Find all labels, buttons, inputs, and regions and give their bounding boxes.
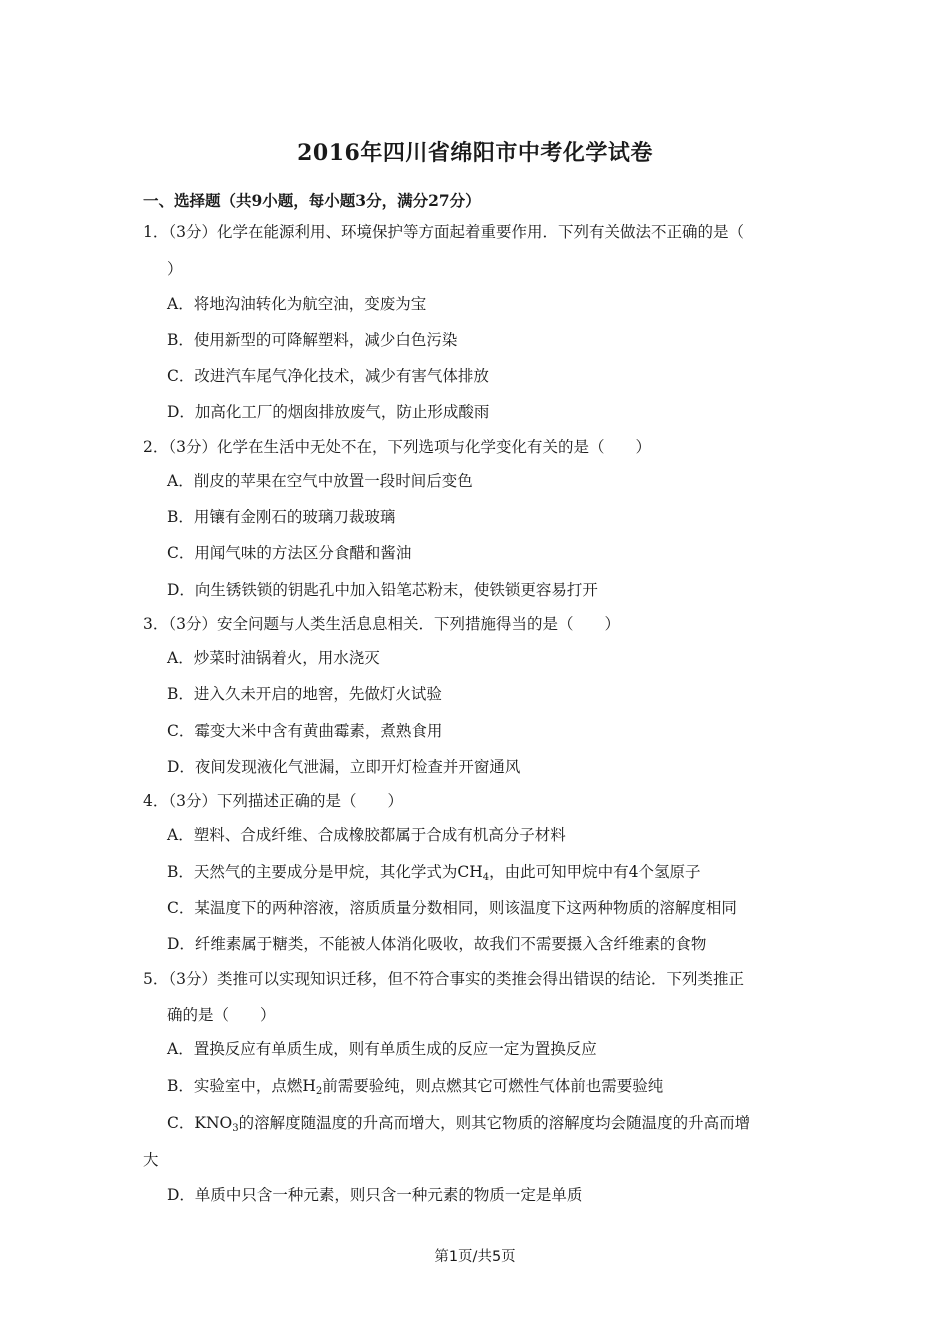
question-1-option-c: C．改进汽车尾气净化技术，减少有害气体排放 <box>167 367 489 385</box>
option-text-pre: C．KNO <box>167 1114 233 1132</box>
question-5-option-c-cont: 大 <box>143 1151 159 1169</box>
question-4-option-a: A．塑料、合成纤维、合成橡胶都属于合成有机高分子材料 <box>167 826 566 844</box>
question-1-option-a: A．将地沟油转化为航空油，变废为宝 <box>167 295 427 313</box>
question-1-stem: 1．（3分）化学在能源利用、环境保护等方面起着重要作用．下列有关做法不正确的是（ <box>143 223 744 241</box>
question-2-option-c: C．用闻气味的方法区分食醋和酱油 <box>167 544 412 562</box>
question-2-option-d: D．向生锈铁锁的钥匙孔中加入铅笔芯粉末，使铁锁更容易打开 <box>167 581 598 599</box>
question-2-stem: 2．（3分）化学在生活中无处不在，下列选项与化学变化有关的是（ ） <box>143 438 651 456</box>
question-5-option-a: A．置换反应有单质生成，则有单质生成的反应一定为置换反应 <box>167 1040 597 1058</box>
subscript: 2 <box>315 1086 323 1097</box>
question-4-option-d: D．纤维素属于糖类，不能被人体消化吸收，故我们不需要摄入含纤维素的食物 <box>167 935 707 953</box>
question-5-stem-cont: 确的是（ ） <box>167 1006 276 1024</box>
page-footer: 第1页/共5页 <box>434 1249 516 1265</box>
question-3-option-d: D．夜间发现液化气泄漏，立即开灯检查并开窗通风 <box>167 758 521 776</box>
question-1-option-b: B．使用新型的可降解塑料，减少白色污染 <box>167 331 458 349</box>
question-2-option-a: A．削皮的苹果在空气中放置一段时间后变色 <box>167 472 473 490</box>
question-4-option-c: C．某温度下的两种溶液，溶质质量分数相同，则该温度下这两种物质的溶解度相同 <box>167 899 737 917</box>
subscript: 4 <box>482 872 490 883</box>
question-3-option-a: A．炒菜时油锅着火，用水浇灭 <box>167 649 380 667</box>
option-text-pre: B．天然气的主要成分是甲烷，其化学式为CH <box>167 863 483 881</box>
option-text-post: 前需要验纯，则点燃其它可燃性气体前也需要验纯 <box>322 1077 664 1095</box>
question-1-option-d: D．加高化工厂的烟囱排放废气，防止形成酸雨 <box>167 403 490 421</box>
question-3-option-c: C．霉变大米中含有黄曲霉素，煮熟食用 <box>167 722 443 740</box>
question-5-stem: 5．（3分）类推可以实现知识迁移，但不符合事实的类推会得出错误的结论．下列类推正 <box>143 970 744 988</box>
question-1-stem-cont: ） <box>167 260 183 278</box>
question-3-option-b: B．进入久未开启的地窖，先做灯火试验 <box>167 685 442 703</box>
question-4-option-b <box>167 862 701 882</box>
question-5-option-b <box>167 1076 663 1096</box>
question-5-option-c <box>167 1113 750 1133</box>
question-2-option-b: B．用镶有金刚石的玻璃刀裁玻璃 <box>167 508 396 526</box>
subscript: 3 <box>232 1123 239 1134</box>
option-text-pre: B．实验室中，点燃H <box>167 1077 316 1095</box>
question-4-stem: 4．（3分）下列描述正确的是（ ） <box>143 792 403 810</box>
question-5-option-d: D．单质中只含一种元素，则只含一种元素的物质一定是单质 <box>167 1186 583 1204</box>
option-text-post: 的溶解度随温度的升高而增大，则其它物质的溶解度均会随温度的升高而增 <box>238 1114 751 1132</box>
question-3-stem: 3．（3分）安全问题与人类生活息息相关．下列措施得当的是（ ） <box>143 615 620 633</box>
section-heading: 一、选择题（共9小题，每小题3分，满分27分） <box>143 191 481 210</box>
exam-title: 2016年四川省绵阳市中考化学试卷 <box>297 140 653 166</box>
option-text-post: ，由此可知甲烷中有4个氢原子 <box>489 863 701 881</box>
